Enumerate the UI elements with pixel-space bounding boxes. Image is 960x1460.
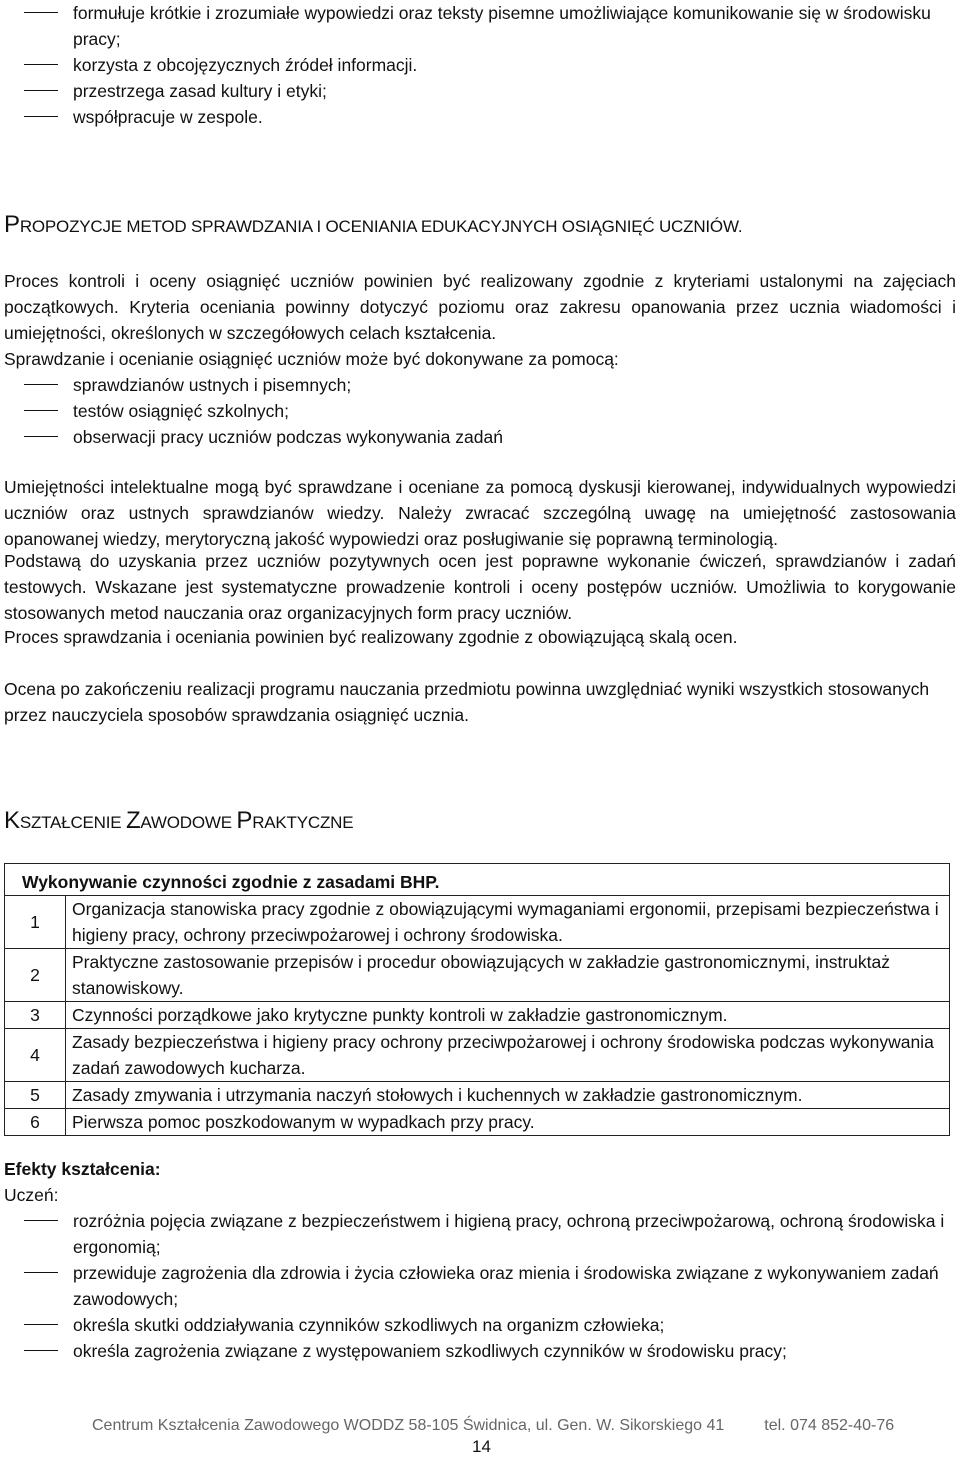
- table-row: [5, 949, 950, 1002]
- dash-bullet: [24, 384, 58, 385]
- dash-bullet: [24, 64, 58, 65]
- methods-list: [4, 372, 956, 450]
- table-header-row: [5, 864, 950, 896]
- page-footer: [92, 1413, 894, 1439]
- table-title: Wykonywanie czynności zgodnie z zasadami BHP.: [5, 864, 950, 896]
- footer-address: Centrum Kształcenia Zawodowego WODDZ 58-105 Świdnica, ul. Gen. W. Sikorskiego 41: [92, 1417, 725, 1434]
- row-text: Zasady bezpieczeństwa i higieny pracy ochrony przeciwpożarowej i ochrony środowiska podczas wykonywania zadań zawodowych kucharza.: [66, 1029, 950, 1082]
- paragraph: Proces kontroli i oceny osiągnięć uczniów powinien być realizowany zgodnie z kryteriami ustalonymi na zajęciach początkowych. Kryteria oceniania powinny dotyczyć poziomu oraz zakresu opanowania przez ucznia wiadomości i umiejętności, określonych w szczegółowych celach kształcenia.: [4, 271, 956, 343]
- paragraph: Umiejętności intelektualne mogą być sprawdzane i oceniane za pomocą dyskusji kierowanej, indywidualnych wypowiedzi uczniów oraz ustnych sprawdzianów wiedzy. Należy zwracać szczególną uwagę na umiejętność zastosowania opanowanej wiedzy, merytoryczną jakość wypowiedzi oraz posługiwanie się poprawną terminologią.: [4, 477, 956, 549]
- effects-list: [4, 1208, 956, 1364]
- page-number: 14: [472, 1437, 491, 1456]
- table-row: [5, 896, 950, 949]
- row-text: Organizacja stanowiska pracy zgodnie z obowiązującymi wymaganiami ergonomii, przepisami bezpieczeństwa i higieny pracy, ochrony przeciwpożarowej i ochrony środowiska.: [66, 896, 950, 949]
- row-number: 3: [5, 1002, 66, 1029]
- dash-bullet: [24, 1324, 58, 1325]
- student-label: Uczeń:: [4, 1185, 59, 1205]
- list-item: korzysta z obcojęzycznych źródeł informacji.: [4, 52, 956, 78]
- dash-bullet: [24, 1220, 58, 1221]
- list-item: współpracuje w zespole.: [4, 104, 956, 130]
- section-heading-practical-training: KSZTAŁCENIE ZAWODOWE PRAKTYCZNE: [4, 807, 354, 834]
- row-number: 1: [5, 896, 66, 949]
- list-item: przestrzega zasad kultury i etyki;: [4, 78, 956, 104]
- row-number: 4: [5, 1029, 66, 1082]
- dash-bullet: [24, 1272, 58, 1273]
- effects-title: Efekty kształcenia:: [4, 1159, 161, 1179]
- row-number: 5: [5, 1082, 66, 1109]
- paragraph: Ocena po zakończeniu realizacji programu nauczania przedmiotu powinna uwzględniać wyniki wszystkich stosowanych przez nauczyciela sposobów sprawdzania osiągnięć ucznia.: [4, 679, 930, 725]
- table-row: [5, 1082, 950, 1109]
- table-row: [5, 1002, 950, 1029]
- row-text: Pierwsza pomoc poszkodowanym w wypadkach przy pracy.: [66, 1109, 950, 1136]
- list-item: formułuje krótkie i zrozumiałe wypowiedzi oraz teksty pisemne umożliwiające komunikowanie się w środowisku pracy;: [4, 0, 956, 52]
- dash-bullet: [24, 116, 58, 117]
- paragraph: Podstawą do uzyskania przez uczniów pozytywnych ocen jest poprawne wykonanie ćwiczeń, sprawdzianów i zadań testowych. Wskazane jest systematyczne prowadzenie kontroli i oceny postępów uczniów. Umożliwia to korygowanie stosowanych metod nauczania oraz organizacyjnych form pracy uczniów.: [4, 551, 956, 623]
- bhp-topics-table: [4, 863, 950, 1136]
- list-item: sprawdzianów ustnych i pisemnych;: [4, 372, 956, 398]
- list-item: przewiduje zagrożenia dla zdrowia i życia człowieka oraz mienia i środowiska związane z wykonywaniem zadań zawodowych;: [4, 1260, 956, 1312]
- list-item: określa zagrożenia związane z występowaniem szkodliwych czynników w środowisku pracy;: [4, 1338, 956, 1364]
- row-number: 6: [5, 1109, 66, 1136]
- table-row: [5, 1029, 950, 1082]
- table-row: [5, 1109, 950, 1136]
- footer-phone: tel. 074 852-40-76: [764, 1417, 895, 1434]
- row-number: 2: [5, 949, 66, 1002]
- row-text: Zasady zmywania i utrzymania naczyń stołowych i kuchennych w zakładzie gastronomicznym.: [66, 1082, 950, 1109]
- list-item: rozróżnia pojęcia związane z bezpieczeństwem i higieną pracy, ochroną przeciwpożarową, ochroną środowiska i ergonomią;: [4, 1208, 956, 1260]
- dash-bullet: [24, 410, 58, 411]
- paragraph: Sprawdzanie i ocenianie osiągnięć uczniów może być dokonywane za pomocą:: [4, 349, 619, 369]
- dash-bullet: [24, 12, 58, 13]
- row-text: Czynności porządkowe jako krytyczne punkty kontroli w zakładzie gastronomicznym.: [66, 1002, 950, 1029]
- list-item: obserwacji pracy uczniów podczas wykonywania zadań: [4, 424, 956, 450]
- row-text: Praktyczne zastosowanie przepisów i procedur obowiązujących w zakładzie gastronomicznymi, instruktaż stanowiskowy.: [66, 949, 950, 1002]
- dash-bullet: [24, 90, 58, 91]
- dash-bullet: [24, 1350, 58, 1351]
- dash-bullet: [24, 436, 58, 437]
- list-item: określa skutki oddziaływania czynników szkodliwych na organizm człowieka;: [4, 1312, 956, 1338]
- list-item: testów osiągnięć szkolnych;: [4, 398, 956, 424]
- paragraph: Proces sprawdzania i oceniania powinien być realizowany zgodnie z obowiązującą skalą ocen.: [4, 627, 738, 647]
- intro-list: [4, 0, 956, 130]
- section-heading-assessment: PROPOZYCJE METOD SPRAWDZANIA I OCENIANIA EDUKACYJNYCH OSIĄGNIĘĆ UCZNIÓW.: [4, 211, 743, 238]
